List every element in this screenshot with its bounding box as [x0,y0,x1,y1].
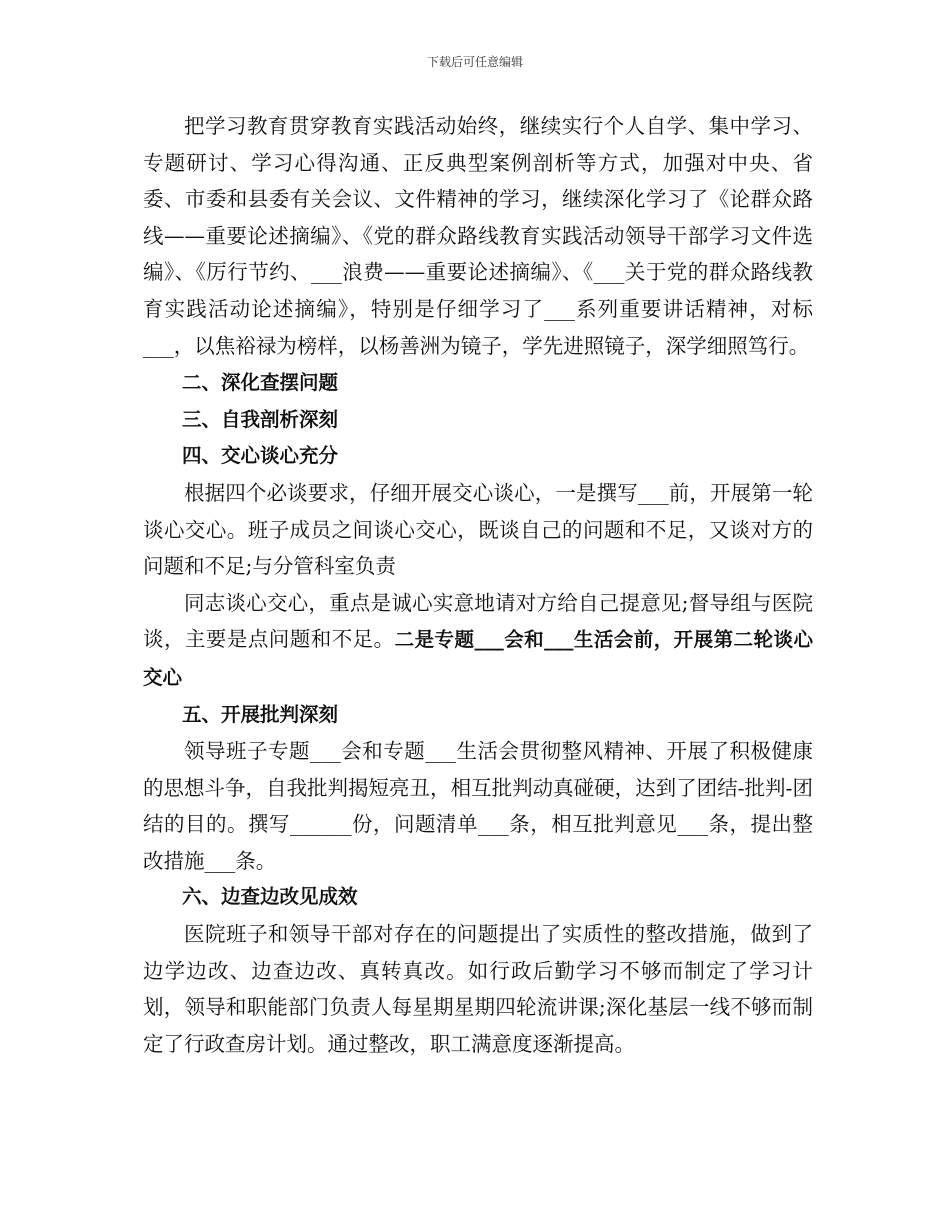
heading-section-6: 六、边查边改见成效 [182,885,358,909]
paragraph-rectification: 医院班子和领导干部对存在的问题提出了实质性的整改措施，做到了边学边改、边查边改、真转真改。如行政后勤学习不够而制定了学习计划，领导和职能部门负责人每星期星期四轮流讲课;深化基层一线不够而制定了行政查房计划。通过整改，职工满意度逐渐提高。 [143,922,813,1056]
heading-section-2: 二、深化查摆问题 [182,371,339,395]
paragraph-study: 把学习教育贯穿教育实践活动始终，继续实行个人自学、集中学习、专题研讨、学习心得沟通、正反典型案例剖析等方式，加强对中央、省委、市委和县委有关会议、文件精神的学习，继续深化学习了《论群众路线——重要论述摘编》、《党的群众路线教育实践活动领导干部学习文件选编》、《厉行节约、___浪费——重要论述摘编》、《___关于党的群众路线教育实践活动论述摘编》，特别是仔细学习了___系列重要讲话精神，对标___，以焦裕禄为榜样，以杨善洲为镜子，学先进照镜子，深学细照笃行。 [143,114,813,358]
paragraph-talk-2 [143,585,813,697]
page-header-note: 下载后可任意编辑 [426,55,523,69]
paragraph-talk-2-text: 同志谈心交心，重点是诚心实意地请对方给自己提意见;督导组与医院谈，主要是点问题和不足。 [143,590,813,652]
paragraph-criticism: 领导班子专题___会和专题___生活会贯彻整风精神、开展了积极健康的思想斗争，自我批判揭短亮丑，相互批判动真碰硬，达到了团结-批判-团结的目的。撰写______份，问题清单___条，相互批判意见___条，提出整改措施___条。 [143,739,813,873]
paragraph-talk-2-bold: 二是专题___会和___生活会前，开展第二轮谈心交心 [143,628,813,689]
heading-section-5: 五、开展批判深刻 [182,702,339,726]
paragraph-talk-1: 根据四个必谈要求，仔细开展交心谈心，一是撰写___前，开展第一轮谈心交心。班子成员之间谈心交心，既谈自己的问题和不足，又谈对方的问题和不足;与分管科室负责 [143,480,813,579]
document-body [143,108,813,1062]
heading-section-4: 四、交心谈心充分 [182,444,339,468]
heading-section-3: 三、自我剖析深刻 [182,407,339,431]
